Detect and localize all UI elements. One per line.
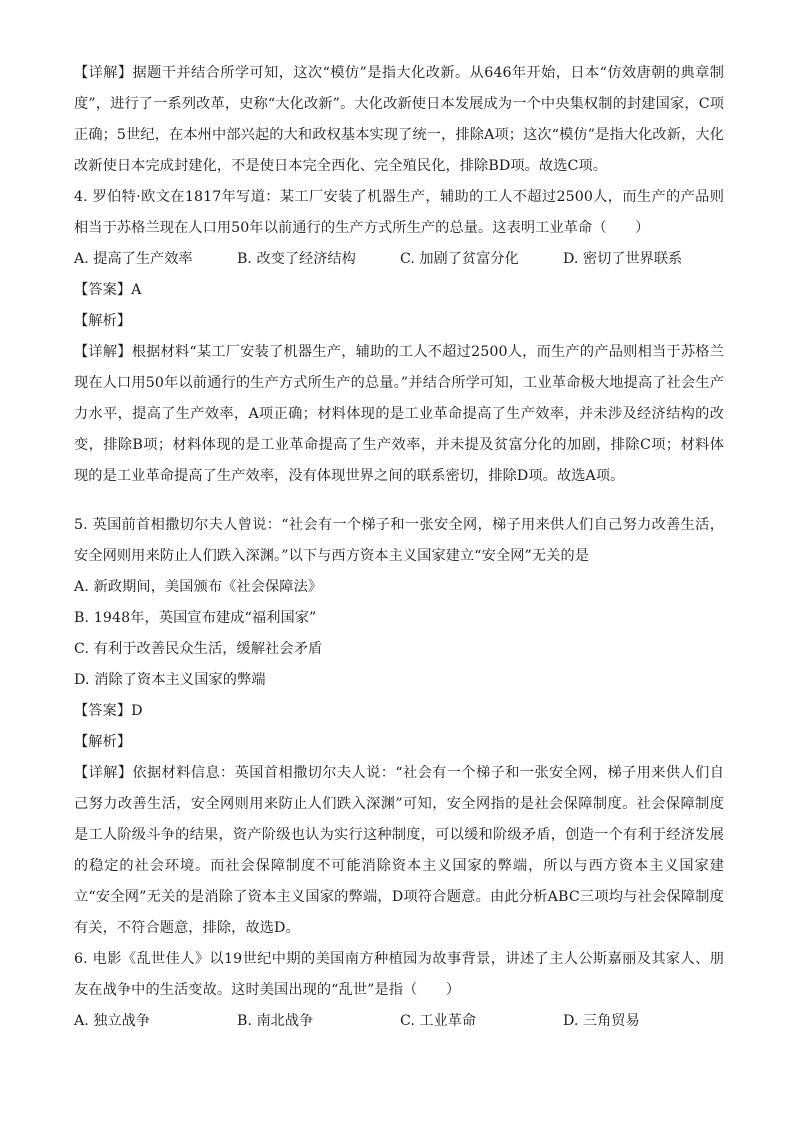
q6-option-c: C. 工业革命: [400, 1013, 477, 1029]
q4-option-a: A. 提高了生产效率: [74, 251, 193, 267]
q4-detail: 【详解】根据材料“某工厂安装了机器生产，辅助的工人不超过2500人，而生产的产品则相当于苏格兰现在人口用50年以前通行的生产方式所生产的总量。”并结合所学可知，工业革命极大地提高了社会生产力水平，提高了生产效率，A项正确；材料体现的是工业革命提高了生产效率，并未涉及经济结构的改变，排除B项；材料体现的是工业革命提高了生产效率，并未提及贫富分化的加剧，排除C项；材料体现的是工业革命提高了生产效率，没有体现世界之间的联系密切，排除D项。故选A项。: [74, 344, 724, 484]
q5-stem: 5. 英国前首相撒切尔夫人曾说：“社会有一个梯子和一张安全网，梯子用来供人们自己努力改善生活，安全网则用来防止人们跌入深渊。”以下与西方资本主义国家建立“安全网”无关的是: [74, 517, 724, 564]
q4-stem: 4. 罗伯特·欧文在1817年写道：某工厂安装了机器生产，辅助的工人不超过2500人，而生产的产品则相当于苏格兰现在人口用50年以前通行的生产方式所生产的总量。这表明工业革命（ ）: [74, 189, 724, 236]
q4-option-b: B. 改变了经济结构: [237, 251, 356, 267]
q5-answer: 【答案】D: [74, 703, 143, 719]
section-gap: [74, 492, 724, 510]
q6-option-d: D. 三角贸易: [563, 1013, 640, 1029]
q5-option-a: A. 新政期间，美国颁布《社会保障法》: [74, 579, 323, 595]
q6-option-b: B. 南北战争: [237, 1013, 314, 1029]
q3-detail: 【详解】据题干并结合所学可知，这次“模仿”是指大化改新。从646年开始，日本“仿效唐朝的典章制度”，进行了一系列改革，史称“大化改新”。大化改新使日本发展成为一个中央集权制的封建国家，C项正确；5世纪，在本州中部兴起的大和政权基本实现了统一，排除A项；这次“模仿”是指大化改新，大化改新使日本完成封建化，不是使日本完全西化、完全殖民化，排除BD项。故选C项。: [74, 65, 724, 174]
q5-option-b: B. 1948年，英国宣布建成“福利国家”: [74, 610, 317, 626]
q4-option-c: C. 加剧了贫富分化: [400, 251, 519, 267]
document-page: [74, 58, 724, 1037]
q4-option-d: D. 密切了世界联系: [563, 251, 683, 267]
q6-options: [74, 1006, 724, 1037]
q6-stem: 6. 电影《乱世佳人》以19世纪中期的美国南方种植园为故事背景，讲述了主人公斯嘉丽及其家人、朋友在战争中的生活变故。这时美国出现的“乱世”是指（ ）: [74, 951, 724, 998]
q4-answer: 【答案】A: [74, 282, 142, 298]
q5-option-d: D. 消除了资本主义国家的弊端: [74, 672, 266, 688]
q4-analysis-label: 【解析】: [74, 313, 132, 329]
q5-analysis-label: 【解析】: [74, 734, 132, 750]
q5-option-c: C. 有利于改善民众生活，缓解社会矛盾: [74, 641, 323, 657]
q5-detail: 【详解】依据材料信息：英国首相撒切尔夫人说：“社会有一个梯子和一张安全网，梯子用来供人们自己努力改善生活，安全网则用来防止人们跌入深渊”可知，安全网指的是社会保障制度。社会保障制度是工人阶级斗争的结果，资产阶级也认为实行这种制度，可以缓和阶级矛盾，创造一个有利于经济发展的稳定的社会环境。而社会保障制度不可能消除资本主义国家的弊端，所以与西方资本主义国家建立“安全网”无关的是消除了资本主义国家的弊端，D项符合题意。由此分析ABC三项均与社会保障制度有关，不符合题意，排除，故选D。: [74, 765, 724, 936]
q6-option-a: A. 独立战争: [74, 1013, 151, 1029]
q4-options: [74, 244, 724, 275]
